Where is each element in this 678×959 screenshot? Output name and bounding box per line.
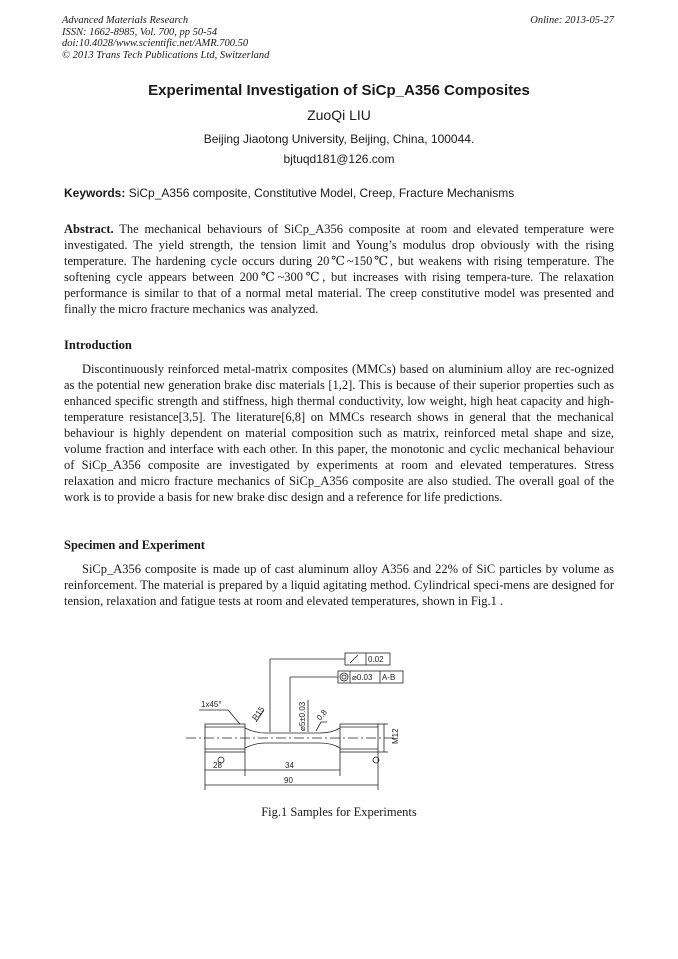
chamfer-label: 1x45° <box>201 700 222 709</box>
roughness-label: 0.8 <box>314 707 329 723</box>
journal-name: Advanced Materials Research <box>62 15 189 26</box>
paper-author: ZuoQi LIU <box>307 107 371 123</box>
figure-caption: Fig.1 Samples for Experiments <box>261 805 417 819</box>
total-length-label: 90 <box>284 776 293 785</box>
concentric-value: ⌀0.03 <box>352 673 373 682</box>
abstract-label: Abstract. <box>64 222 114 236</box>
diameter-label: ⌀5±0.03 <box>298 701 307 731</box>
specimen-drawing <box>0 640 678 800</box>
flatness-value: 0.02 <box>368 655 384 664</box>
grip-length-label: 28 <box>213 761 222 770</box>
keywords-list: SiCp_A356 composite, Constitutive Model, Creep, Fracture Mechanisms <box>128 186 515 200</box>
thread-label: M12 <box>391 728 400 744</box>
abstract-text: The mechanical behaviours of SiCp_A356 composite at room and elevated temperature were investigated. The yield strength, the tension limit and Young’s modulus drop obviously with the rising temperature. The hardening cycle occurs during 20℃~150℃, but weakens with rising temperature. The softening cycle appears between 200℃~300℃, but increases with rising tempera-ture. The relaxation performance is similar to that of a normal metal material. The creep constitutive model was presented and finally the micro fracture mechanics was analyzed. <box>64 222 614 316</box>
section-text-specimen: SiCp_A356 composite is made up of cast aluminum alloy A356 and 22% of SiC particles by volume as reinforcement. The material is prepared by a liquid agitating method. Cylindrical speci-mens are designed for tension, relaxation and fatigue tests at room and elevated temperatures, shown in Fig.1 . <box>64 562 614 608</box>
author-affiliation: Beijing Jiaotong University, Beijing, China, 100044. <box>203 132 475 146</box>
gauge-length-label: 34 <box>285 761 294 770</box>
section-heading-specimen: Specimen and Experiment <box>64 538 205 552</box>
keywords-label: Keywords: <box>64 186 126 200</box>
journal-issn: ISSN: 1662-8985, Vol. 700, pp 50-54 <box>62 26 218 38</box>
paper-title: Experimental Investigation of SiCp_A356 Composites <box>148 82 530 99</box>
keywords <box>64 186 514 200</box>
online-date: Online: 2013-05-27 <box>530 15 614 26</box>
abstract <box>64 221 614 317</box>
journal-doi: doi:10.4028/www.scientific.net/AMR.700.50 <box>62 38 249 50</box>
author-email[interactable]: bjtuqd181@126.com <box>283 152 395 166</box>
section-text-introduction: Discontinuously reinforced metal-matrix composites (MMCs) based on aluminium alloy are rec-ognized as the potential new generation brake disc materials [1,2]. This is because of their superior properties such as enhanced specific strength and stiffness, high thermal conductivity, low weight, high heat capacity and high-temperature resistance[3,5]. The literature[6,8] on MMCs research shows in general that the mechanical behaviour is highly dependent on material composition such as matrix, reinforced metal shape and size, volume fraction and interface with each other. In this paper, the monotonic and cyclic mechanical behaviour of SiCp_A356 composite are investigated by experiments at room and elevated temperatures. Stress relaxation and micro fracture mechanics of SiCp_A356 composite are also studied. The overall goal of the work is to provide a basis for new brake disc design and a reference for life predictions. <box>64 362 614 504</box>
radius-label: R15 <box>250 704 267 723</box>
section-heading-introduction: Introduction <box>64 338 132 352</box>
journal-header <box>62 15 269 61</box>
datum-value: A-B <box>382 673 396 682</box>
journal-copyright: © 2013 Trans Tech Publications Ltd, Switzerland <box>62 49 270 61</box>
